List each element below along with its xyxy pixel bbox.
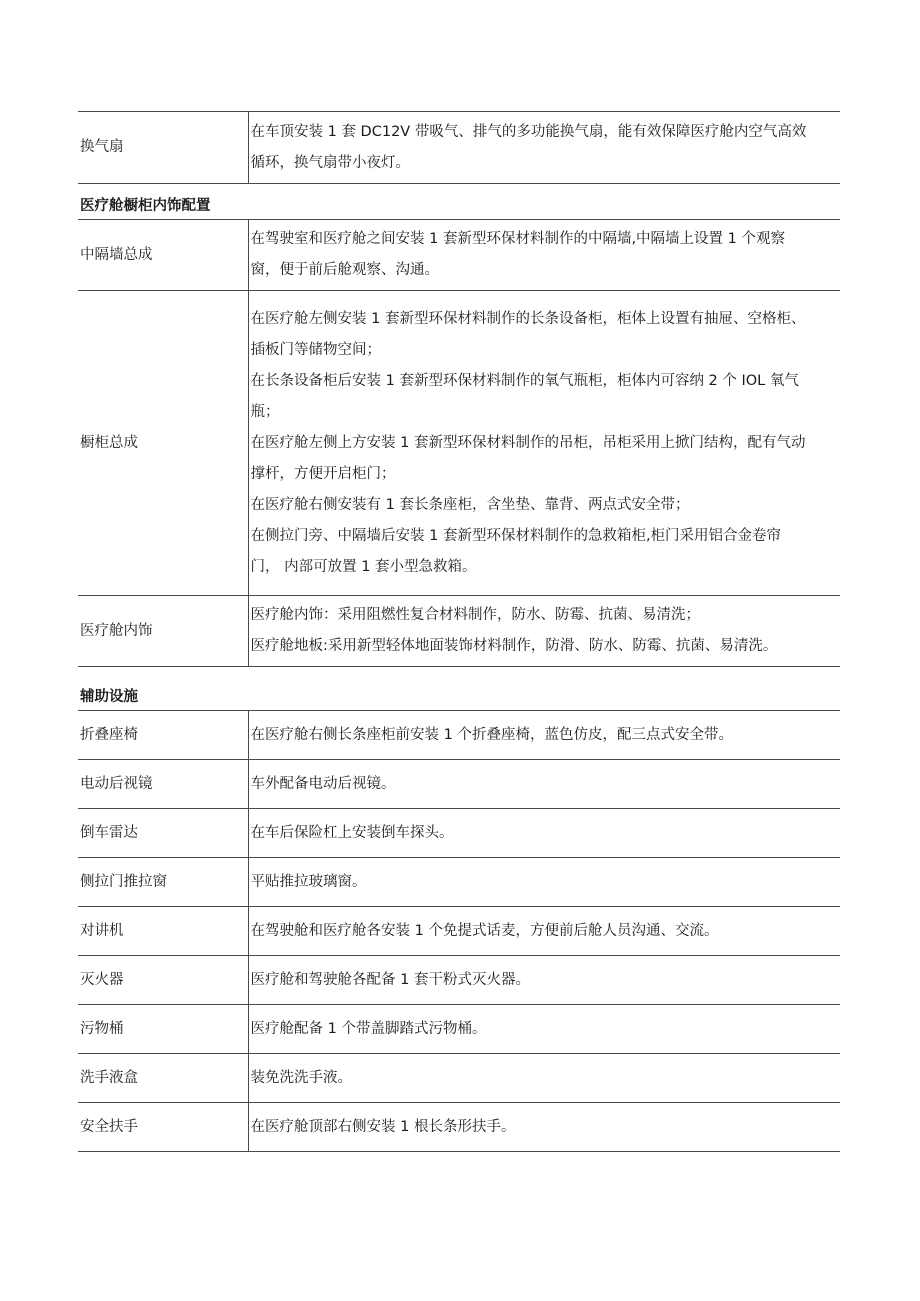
content-line: 车外配备电动后视镜。 <box>250 775 396 792</box>
spec-document <box>78 111 840 1152</box>
row-content <box>248 112 840 184</box>
spec-row-reverse-radar <box>78 809 840 858</box>
content-line: 在驾驶室和医疗舱之间安装 1 套新型环保材料制作的中隔墙,中隔墙上设置 1 个观察 <box>250 231 785 247</box>
content-line: 门， 内部可放置 1 套小型急救箱。 <box>250 558 477 575</box>
content-line: 在长条设备柜后安装 1 套新型环保材料制作的氧气瓶柜，柜体内可容纳 2 个 IOL 氧气 <box>250 372 799 389</box>
content-line: 在侧拉门旁、中隔墙后安装 1 套新型环保材料制作的急救箱柜,柜门采用铝合金卷帘 <box>250 527 782 544</box>
spec-row-partition-wall <box>78 220 840 291</box>
content-line: 在医疗舱顶部右侧安装 1 根长条形扶手。 <box>250 1118 516 1135</box>
spec-row-cabin-interior <box>78 596 840 667</box>
content-line: 插板门等储物空间； <box>250 341 381 358</box>
content-line: 在医疗舱左侧安装 1 套新型环保材料制作的长条设备柜，柜体上设置有抽屉、空格柜、 <box>250 310 806 327</box>
section-title: 医疗舱橱柜内饰配置 <box>78 184 840 220</box>
row-content <box>248 858 840 907</box>
row-label: 污物桶 <box>78 1005 248 1054</box>
content-line: 医疗舱和驾驶舱各配备 1 套干粉式灭火器。 <box>250 971 530 988</box>
spec-row-folding-seat <box>78 711 840 760</box>
row-label: 安全扶手 <box>78 1103 248 1152</box>
content-line: 在车顶安装 1 套 DC12V 带吸气、排气的多功能换气扇，能有效保障医疗舱内空气高效 <box>250 123 807 140</box>
content-line: 在医疗舱右侧长条座柜前安装 1 个折叠座椅，蓝色仿皮，配三点式安全带。 <box>250 726 733 743</box>
content-line: 医疗舱地板:采用新型轻体地面装饰材料制作，防滑、防水、防霉、抗菌、易清洗。 <box>250 638 778 654</box>
row-label: 医疗舱内饰 <box>78 596 248 667</box>
row-label: 橱柜总成 <box>78 291 248 596</box>
spec-row-cabinet <box>78 291 840 596</box>
spec-table <box>78 111 840 1152</box>
row-content <box>248 291 840 596</box>
row-content <box>248 711 840 760</box>
row-label: 换气扇 <box>78 112 248 184</box>
spec-row-sliding-window <box>78 858 840 907</box>
row-content <box>248 760 840 809</box>
content-line: 瓶； <box>250 403 280 420</box>
section-header-interior <box>78 184 840 220</box>
section-header-auxiliary <box>78 667 840 711</box>
content-line: 在医疗舱左侧上方安装 1 套新型环保材料制作的吊柜，吊柜采用上掀门结构，配有气动 <box>250 434 806 451</box>
spec-row-sanitizer-box <box>78 1054 840 1103</box>
row-content <box>248 907 840 956</box>
row-content <box>248 956 840 1005</box>
content-line: 医疗舱内饰：采用阻燃性复合材料制作，防水、防霉、抗菌、易清洗； <box>250 607 700 623</box>
content-line: 循环，换气扇带小夜灯。 <box>250 154 410 171</box>
row-label: 洗手液盒 <box>78 1054 248 1103</box>
content-line: 在车后保险杠上安装倒车探头。 <box>250 824 454 841</box>
content-line: 在医疗舱右侧安装有 1 套长条座柜，含坐垫、靠背、两点式安全带； <box>250 496 690 513</box>
row-content <box>248 1103 840 1152</box>
spec-row-power-mirror <box>78 760 840 809</box>
spec-row-grab-handle <box>78 1103 840 1152</box>
row-content <box>248 809 840 858</box>
content-line: 医疗舱配备 1 个带盖脚踏式污物桶。 <box>250 1020 487 1037</box>
content-line: 装免洗洗手液。 <box>250 1069 352 1086</box>
row-label: 灭火器 <box>78 956 248 1005</box>
row-label: 中隔墙总成 <box>78 220 248 291</box>
row-content <box>248 220 840 291</box>
section-title: 辅助设施 <box>78 667 840 711</box>
row-content <box>248 1054 840 1103</box>
spec-row-intercom <box>78 907 840 956</box>
row-label: 倒车雷达 <box>78 809 248 858</box>
row-content <box>248 1005 840 1054</box>
spec-row-ventilation-fan <box>78 112 840 184</box>
row-label: 侧拉门推拉窗 <box>78 858 248 907</box>
row-label: 折叠座椅 <box>78 711 248 760</box>
content-line: 窗，便于前后舱观察、沟通。 <box>250 262 439 278</box>
row-label: 电动后视镜 <box>78 760 248 809</box>
row-content <box>248 596 840 667</box>
content-line: 平贴推拉玻璃窗。 <box>250 873 367 890</box>
row-label: 对讲机 <box>78 907 248 956</box>
content-line: 撑杆，方便开启柜门； <box>250 465 396 482</box>
spec-row-waste-bin <box>78 1005 840 1054</box>
spec-row-extinguisher <box>78 956 840 1005</box>
content-line: 在驾驶舱和医疗舱各安装 1 个免提式话麦，方便前后舱人员沟通、交流。 <box>250 922 719 939</box>
